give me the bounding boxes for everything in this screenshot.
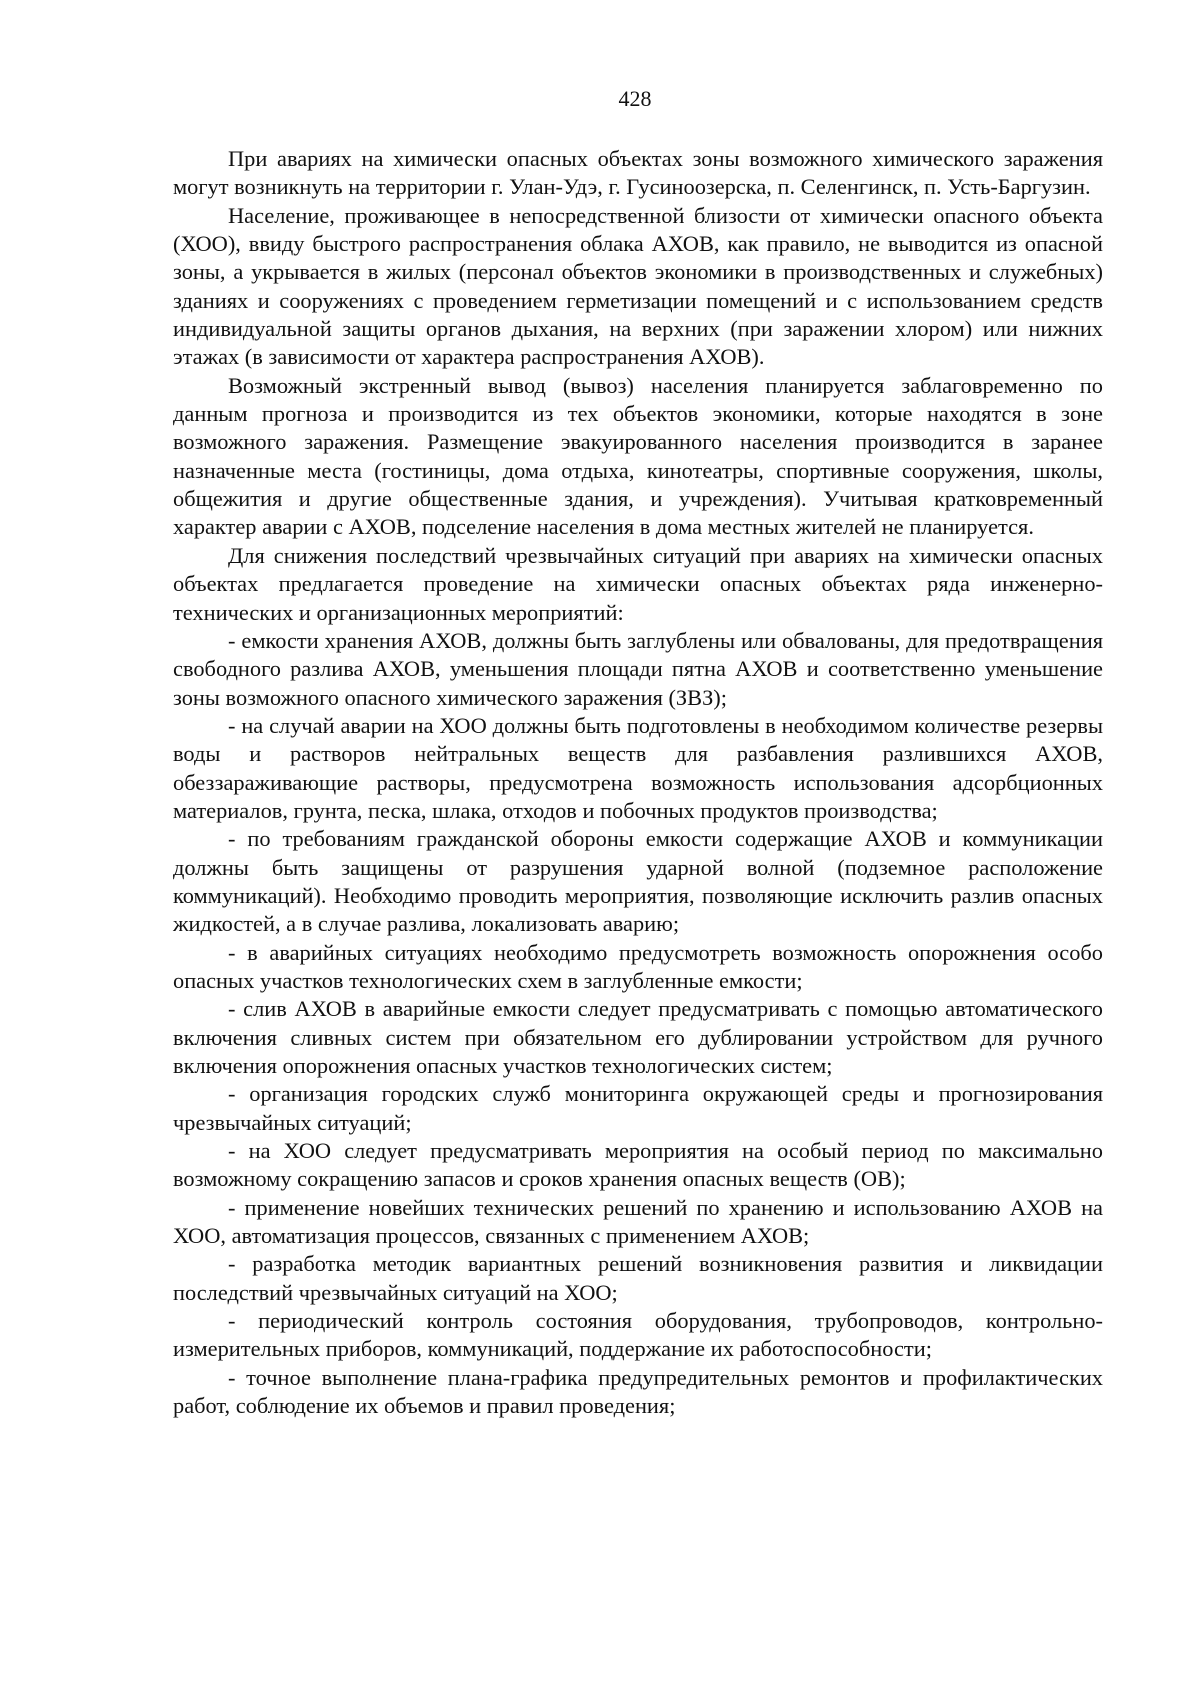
list-item-monitoring-services: - организация городских служб мониторинга окружающей среды и прогнозирования чрезвычайных ситуаций; bbox=[173, 1081, 1103, 1135]
list-item-equipment-control: - периодический контроль состояния оборудования, трубопроводов, контрольно-измерительных приборов, коммуникаций, поддержание их работоспособности; bbox=[173, 1308, 1103, 1362]
list-item-methods-development: - разработка методик вариантных решений возникновения развития и ликвидации последствий чрезвычайных ситуаций на ХОО; bbox=[173, 1251, 1103, 1305]
list-item-maintenance-schedule: - точное выполнение плана-графика предупредительных ремонтов и профилактических работ, соблюдение их объемов и правил проведения; bbox=[173, 1364, 1103, 1419]
list-item-water-reserves: - на случай аварии на ХОО должны быть подготовлены в необходимом количестве резервы воды и растворов нейтральных веществ для разбавления разлившихся АХОВ, обеззараживающие растворы, предусмотрена возможность использования адсорбционных материалов, грунта, песка, шлака, отходов и побочных продуктов производства; bbox=[173, 712, 1103, 823]
list-item-new-technologies: - применение новейших технических решений по хранению и использованию АХОВ на ХОО, автоматизация процессов, связанных с применением АХОВ; bbox=[173, 1194, 1103, 1249]
paragraph-population-shelter: Население, проживающее в непосредственной близости от химически опасного объекта (ХОО), ввиду быстрого распространения облака АХОВ, как правило, не выводится из опасной зоны, а укрывается в жилых (персонал объектов экономики в производственных и служебных) зданиях и сооружениях с проведением герметизации помещений и с использованием средств индивидуальной защиты органов дыхания, на верхних (при заражении хлором) или нижних этажах (в зависимости от характера распространения АХОВ). bbox=[173, 202, 1103, 370]
paragraph-measures-intro: Для снижения последствий чрезвычайных ситуаций при авариях на химически опасных объектах предлагается проведение на химически опасных объектах ряда инженерно-технических и организационных мероприятий: bbox=[173, 542, 1103, 625]
list-item-civil-defense: - по требованиям гражданской обороны емкости содержащие АХОВ и коммуникации должны быть защищены от разрушения ударной волной (подземное расположение коммуникаций). Необходимо проводить мероприятия, позволяющие исключить разлив опасных жидкостей, а в случае разлива, локализовать аварию; bbox=[173, 826, 1103, 937]
list-item-emergency-emptying: - в аварийных ситуациях необходимо предусмотреть возможность опорожнения особо опасных участков технологических схем в заглубленные емкости; bbox=[173, 939, 1103, 993]
list-item-stock-reduction: - на ХОО следует предусматривать мероприятия на особый период по максимально возможному сокращению запасов и сроков хранения опасных веществ (ОВ); bbox=[173, 1138, 1103, 1192]
document-body bbox=[173, 145, 1103, 1420]
page-number: 428 bbox=[618, 86, 652, 111]
list-item-drain-systems: - слив АХОВ в аварийные емкости следует предусматривать с помощью автоматического включения сливных систем при обязательном его дублировании устройством для ручного включения опорожнения опасных участков технологических систем; bbox=[173, 996, 1103, 1078]
paragraph-chemical-zones: При авариях на химически опасных объектах зоны возможного химического заражения могут возникнуть на территории г. Улан-Удэ, г. Гусиноозерска, п. Селенгинск, п. Усть-Баргузин. bbox=[173, 146, 1103, 200]
list-item-storage-tanks: - емкости хранения АХОВ, должны быть заглублены или обвалованы, для предотвращения свободного разлива АХОВ, уменьшения площади пятна АХОВ и соответственно уменьшение зоны возможного опасного химического заражения (ЗВЗ); bbox=[173, 627, 1103, 710]
paragraph-emergency-evacuation: Возможный экстренный вывод (вывоз) населения планируется заблаговременно по данным прогноза и производится из тех объектов экономики, которые находятся в зоне возможного заражения. Размещение эвакуированного населения производится в заранее назначенные места (гостиницы, дома отдыха, кинотеатры, спортивные сооружения, школы, общежития и другие общественные здания, и учреждения). Учитывая кратковременный характер аварии с АХОВ, подселение населения в дома местных жителей не планируется. bbox=[173, 372, 1103, 540]
